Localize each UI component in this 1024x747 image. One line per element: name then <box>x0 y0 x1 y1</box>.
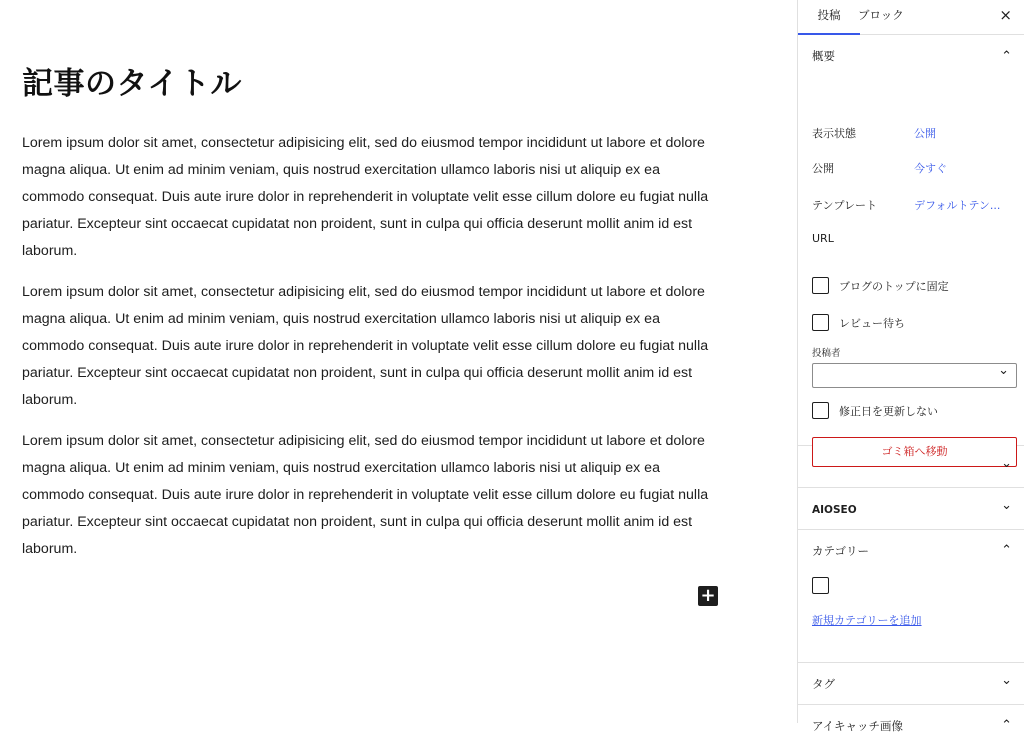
category-checkbox[interactable] <box>812 577 829 594</box>
chevron-up-icon <box>1001 530 1012 572</box>
pending-review-checkbox[interactable] <box>812 314 905 331</box>
url-row <box>812 232 834 245</box>
chevron-down-icon <box>1001 488 1012 530</box>
no-update-date-label: 修正日を更新しない <box>839 404 938 418</box>
chevron-down-icon <box>998 366 1009 381</box>
summary-panel-toggle[interactable] <box>798 35 1024 77</box>
no-update-date-checkbox[interactable] <box>812 402 938 419</box>
post-title[interactable]: 記事のタイトル <box>22 66 242 102</box>
featured-image-panel-toggle[interactable] <box>798 705 1024 747</box>
categories-panel-toggle[interactable] <box>798 530 1024 572</box>
tags-label: タグ <box>812 677 835 691</box>
categories-panel <box>798 572 1024 663</box>
visibility-toggle[interactable]: 公開 <box>914 127 936 140</box>
chevron-up-icon <box>1001 705 1012 747</box>
aioseo-panel-toggle[interactable] <box>798 488 1024 530</box>
checkbox-box[interactable] <box>812 277 829 294</box>
tags-panel-toggle[interactable] <box>798 663 1024 705</box>
publish-label: 公開 <box>812 162 834 175</box>
move-to-trash-button[interactable]: ゴミ箱へ移動 <box>812 437 1017 467</box>
tab-block[interactable]: ブロック <box>858 8 904 22</box>
author-select[interactable] <box>812 363 1017 388</box>
chevron-up-icon <box>1001 35 1012 78</box>
template-row <box>812 197 1001 213</box>
paragraph-block[interactable]: Lorem ipsum dolor sit amet, consectetur adipisicing elit, sed do eiusmod tempor incididunt ut labore et dolore magna aliqua. Ut enim ad minim veniam, quis nostrud exercitation ullamco laboris nisi ut aliquip ex ea commodo consequat. Duis aute irure dolor in reprehenderit in voluptate velit esse cillum dolore eu fugiat nulla pariatur. Excepteur sint occaecat cupidatat non proident, sunt in culpa qui officia deserunt mollit anim id est laborum. <box>22 433 709 557</box>
block-inserter-button[interactable] <box>698 586 718 606</box>
author-label: 投稿者 <box>812 348 841 359</box>
paragraph-block[interactable]: Lorem ipsum dolor sit amet, consectetur adipisicing elit, sed do eiusmod tempor incididunt ut labore et dolore magna aliqua. Ut enim ad minim veniam, quis nostrud exercitation ullamco laboris nisi ut aliquip ex ea commodo consequat. Duis aute irure dolor in reprehenderit in voluptate velit esse cillum dolore eu fugiat nulla pariatur. Excepteur sint occaecat cupidatat non proident, sunt in culpa qui officia deserunt mollit anim id est laborum. <box>22 284 709 408</box>
chevron-down-icon <box>1001 446 1012 488</box>
sticky-checkbox[interactable] <box>812 277 949 294</box>
checkbox-box[interactable] <box>812 314 829 331</box>
close-icon[interactable]: × <box>999 6 1012 24</box>
publish-row <box>812 160 947 176</box>
settings-sidebar <box>797 0 1024 733</box>
visibility-row <box>812 125 936 141</box>
aioseo-label: AIOSEO <box>812 504 857 516</box>
checkbox-box[interactable] <box>812 402 829 419</box>
collapsed-panel-toggle[interactable] <box>798 446 1024 488</box>
visibility-label: 表示状態 <box>812 127 856 140</box>
publish-date-toggle[interactable]: 今すぐ <box>914 162 947 175</box>
chevron-down-icon <box>1001 663 1012 705</box>
add-category-link[interactable]: 新規カテゴリーを追加 <box>812 614 922 627</box>
paragraph-block[interactable]: Lorem ipsum dolor sit amet, consectetur adipisicing elit, sed do eiusmod tempor incididunt ut labore et dolore magna aliqua. Ut enim ad minim veniam, quis nostrud exercitation ullamco laboris nisi ut aliquip ex ea commodo consequat. Duis aute irure dolor in reprehenderit in voluptate velit esse cillum dolore eu fugiat nulla pariatur. Excepteur sint occaecat cupidatat non proident, sunt in culpa qui officia deserunt mollit anim id est laborum. <box>22 135 709 259</box>
summary-panel <box>798 35 1024 458</box>
template-label: テンプレート <box>812 199 878 212</box>
summary-heading: 概要 <box>812 49 835 63</box>
featured-image-label: アイキャッチ画像 <box>812 719 903 733</box>
tab-post[interactable]: 投稿 <box>798 0 860 35</box>
sticky-label: ブログのトップに固定 <box>839 279 949 293</box>
sidebar-tabs <box>798 0 1024 35</box>
pending-review-label: レビュー待ち <box>839 316 905 330</box>
categories-heading: カテゴリー <box>812 544 870 558</box>
plus-icon: + <box>700 585 716 606</box>
url-label: URL <box>812 232 834 245</box>
template-toggle[interactable]: デフォルトテン... <box>914 199 1001 212</box>
